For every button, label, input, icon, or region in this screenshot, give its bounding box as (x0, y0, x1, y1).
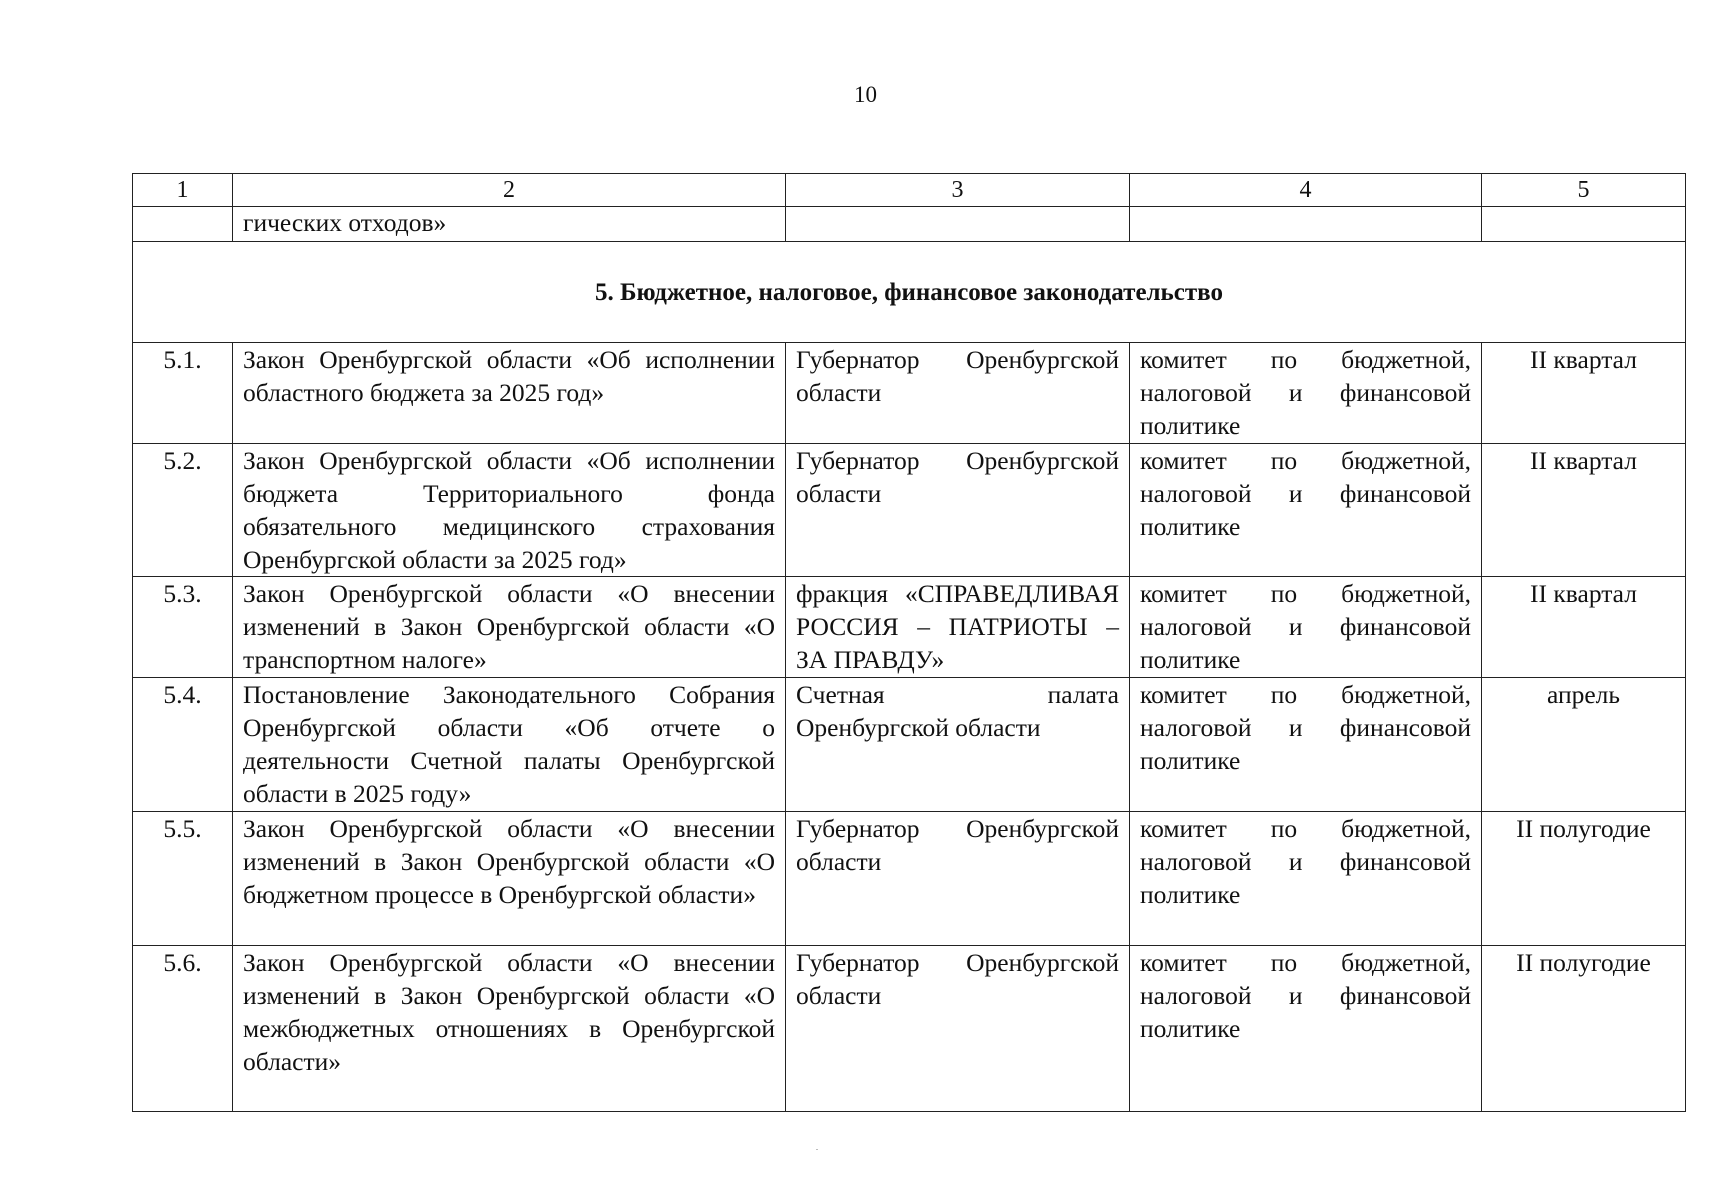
document-title: Закон Оренбургской области «О внесении изменений в Закон Оренбургской области «О бюджетном процессе в Оренбургской области» (233, 812, 786, 946)
deadline: II квартал (1482, 444, 1686, 577)
column-header-2: 2 (233, 174, 786, 207)
table-row (133, 577, 1686, 678)
section-heading-row (133, 242, 1686, 343)
initiator: Губернатор Оренбургской области (786, 812, 1130, 946)
responsible-committee: комитет по бюджетной, налоговой и финансовой политике (1130, 577, 1482, 678)
row-number: 5.6. (133, 946, 233, 1112)
continuation-cell-committee (1130, 207, 1482, 242)
column-header-3: 3 (786, 174, 1130, 207)
table-row (133, 444, 1686, 577)
initiator: Губернатор Оренбургской области (786, 946, 1130, 1112)
scan-artifact (816, 1149, 818, 1150)
column-header-5: 5 (1482, 174, 1686, 207)
table-row (133, 678, 1686, 812)
table-row (133, 343, 1686, 444)
document-title: Закон Оренбургской области «Об исполнении бюджета Территориального фонда обязательного медицинского страхования Оренбургской области за 2025 год» (233, 444, 786, 577)
row-number: 5.2. (133, 444, 233, 577)
row-number: 5.5. (133, 812, 233, 946)
responsible-committee: комитет по бюджетной, налоговой и финансовой политике (1130, 343, 1482, 444)
column-header-1: 1 (133, 174, 233, 207)
responsible-committee: комитет по бюджетной, налоговой и финансовой политике (1130, 678, 1482, 812)
document-title: Закон Оренбургской области «О внесении изменений в Закон Оренбургской области «О транспортном налоге» (233, 577, 786, 678)
continuation-cell-term (1482, 207, 1686, 242)
initiator: фракция «СПРАВЕДЛИВАЯ РОССИЯ – ПАТРИОТЫ – ЗА ПРАВДУ» (786, 577, 1130, 678)
initiator: Губернатор Оренбургской области (786, 444, 1130, 577)
document-title: Закон Оренбургской области «О внесении изменений в Закон Оренбургской области «О межбюджетных отношениях в Оренбургской области» (233, 946, 786, 1112)
initiator: Счетная палата Оренбургской области (786, 678, 1130, 812)
responsible-committee: комитет по бюджетной, налоговой и финансовой политике (1130, 946, 1482, 1112)
continuation-row (133, 207, 1686, 242)
page-number: 10 (854, 82, 877, 107)
legislative-plan-table (132, 173, 1686, 1112)
deadline: апрель (1482, 678, 1686, 812)
initiator: Губернатор Оренбургской области (786, 343, 1130, 444)
document-title: Закон Оренбургской области «Об исполнении областного бюджета за 2025 год» (233, 343, 786, 444)
continuation-text: гических отходов» (233, 207, 786, 242)
table-row (133, 946, 1686, 1112)
table-row (133, 812, 1686, 946)
deadline: II полугодие (1482, 946, 1686, 1112)
continuation-cell-num (133, 207, 233, 242)
deadline: II полугодие (1482, 812, 1686, 946)
row-number: 5.1. (133, 343, 233, 444)
deadline: II квартал (1482, 577, 1686, 678)
section-title: 5. Бюджетное, налоговое, финансовое законодательство (133, 242, 1686, 343)
column-number-row (133, 174, 1686, 207)
row-number: 5.4. (133, 678, 233, 812)
responsible-committee: комитет по бюджетной, налоговой и финансовой политике (1130, 812, 1482, 946)
column-header-4: 4 (1130, 174, 1482, 207)
row-number: 5.3. (133, 577, 233, 678)
document-title: Постановление Законодательного Собрания Оренбургской области «Об отчете о деятельности Счетной палаты Оренбургской области в 2025 году» (233, 678, 786, 812)
deadline: II квартал (1482, 343, 1686, 444)
continuation-cell-initiator (786, 207, 1130, 242)
responsible-committee: комитет по бюджетной, налоговой и финансовой политике (1130, 444, 1482, 577)
